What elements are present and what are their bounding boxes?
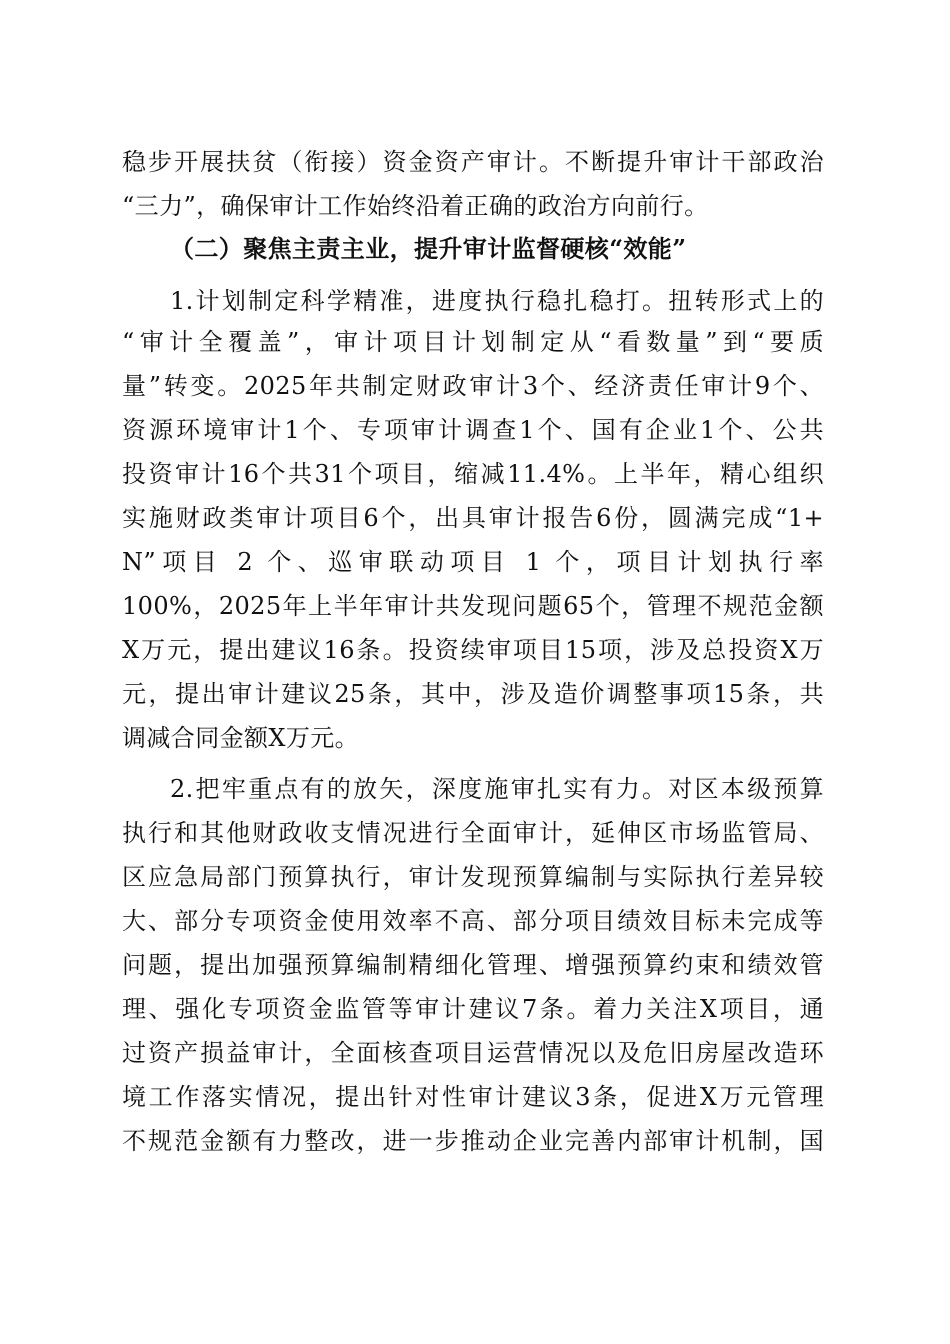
text-line: 元，提出审计建议25条，其中，涉及造价调整事项15条，共 [122,680,824,708]
text-line: 资源环境审计1个、专项审计调查1个、国有企业1个、公共 [122,416,824,444]
text-line: 境工作落实情况，提出针对性审计建议3条，促进X万元管理 [122,1083,824,1111]
text-line: 稳步开展扶贫（衔接）资金资产审计。不断提升审计干部政治 [122,148,824,176]
text-line: 区应急局部门预算执行，审计发现预算编制与实际执行差异较 [122,863,824,891]
text-line: 实施财政类审计项目6个，出具审计报告6份，圆满完成“1+ [122,504,824,532]
text-line: 问题，提出加强预算编制精细化管理、增强预算约束和绩效管 [122,951,824,979]
text-line: 不规范金额有力整改，进一步推动企业完善内部审计机制，国 [122,1127,824,1155]
text-line: 执行和其他财政收支情况进行全面审计，延伸区市场监管局、 [122,819,824,847]
text-line: 大、部分专项资金使用效率不高、部分项目绩效目标未完成等 [122,907,824,935]
text-line: 过资产损益审计，全面核查项目运营情况以及危旧房屋改造环 [122,1039,824,1067]
text-line: “三力”，确保审计工作始终沿着正确的政治方向前行。 [122,192,709,220]
text-line: 理、强化专项资金监管等审计建议7条。着力关注X项目，通 [122,995,824,1023]
text-line: 100%，2025年上半年审计共发现问题65个，管理不规范金额 [122,592,824,620]
paragraph-first-line: 2.把牢重点有的放矢，深度施审扎实有力。对区本级预算 [170,775,824,803]
paragraph-first-line: 1.计划制定科学精准，进度执行稳扎稳打。扭转形式上的 [170,287,824,315]
text-line: 调减合同金额X万元。 [122,724,360,752]
text-line: X万元，提出建议16条。投资续审项目15项，涉及总投资X万 [122,636,824,664]
text-line: “审计全覆盖”，审计项目计划制定从“看数量”到“要质 [122,328,824,356]
text-line: 量”转变。2025年共制定财政审计3个、经济责任审计9个、 [122,372,824,400]
text-line: 投资审计16个共31个项目，缩减11.4%。上半年，精心组织 [122,460,824,488]
section-heading: （二）聚焦主责主业，提升审计监督硬核“效能” [170,234,687,263]
text-line: N”项目 2 个、巡审联动项目 1 个，项目计划执行率 [122,548,824,576]
